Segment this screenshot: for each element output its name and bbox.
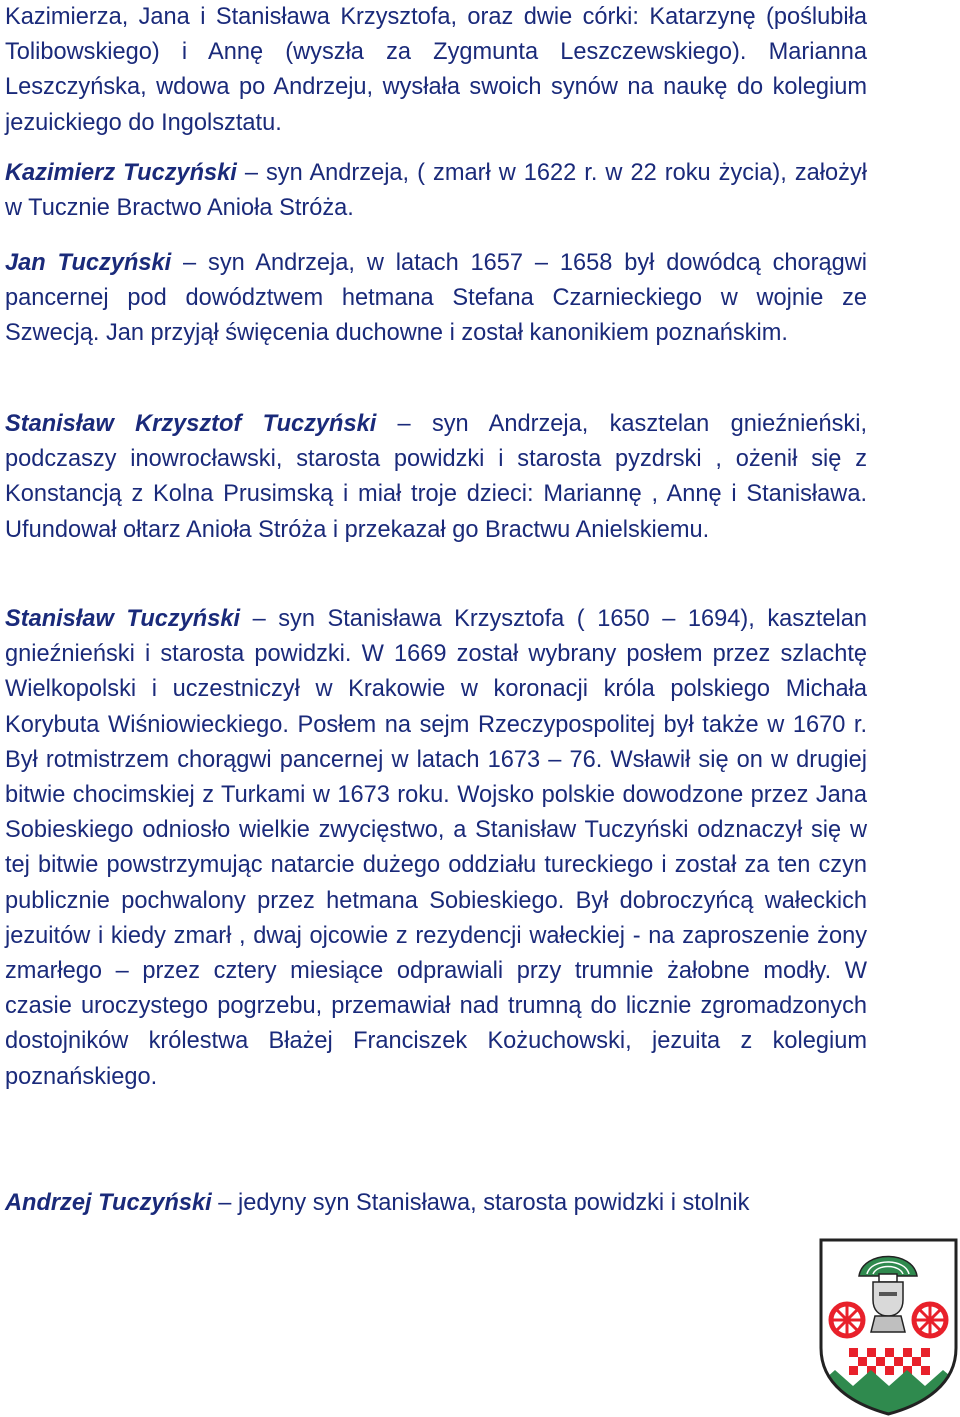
left-wheel [831, 1304, 863, 1336]
person-name: Andrzej Tuczyński [5, 1190, 212, 1216]
paragraph-kazimierz [5, 156, 867, 226]
person-name: Stanisław Krzysztof Tuczyński [5, 411, 377, 437]
paragraph-text: – syn Andrzeja, w latach 1657 – 1658 był dowódcą chorągwi pancernej pod dowództwem hetmana Stefana Czarnieckiego w wojnie ze Szwecją. Jan przyjął święcenia duchowne i został kanonikiem poznańskim. [5, 250, 868, 347]
person-name: Stanisław Tuczyński [5, 606, 241, 632]
paragraph-text: – syn Andrzeja, kasztelan gnieźnieński, podczaszy inowrocławski, starosta powidzki i starosta pyzdrski , ożenił się z Konstancją z Kolna Prusimską i miał troje dzieci: Mariannę , Annę i Stanisława. Ufundował ołtarz Anioła Stróża i przekazał go Bractwu Anielskiemu. [5, 411, 867, 543]
person-name: Jan Tuczyński [5, 250, 172, 276]
paragraph-jan [5, 246, 867, 352]
paragraph-text: – syn Stanisława Krzysztofa ( 1650 – 1694), kasztelan gnieźnieński i starosta powidzki. W 1669 został wybrany posłem przez szlachtę Wielkopolski i uczestniczył w Krakowie w koronacji króla polskiego Michała Korybuta Wiśniowieckiego. Posłem na sejm Rzeczypospolitej był także w 1670 r. Był rotmistrzem chorągwi pancernej w latach 1673 – 76. Wsławił się on w drugiej bitwie chocimskiej z Turkami w 1673 roku. Wojsko polskie dowodzone przez Jana Sobieskiego odniosło wielkie zwycięstwo, a Stanisław Tuczyński odznaczył się w tej bitwie powstrzymując natarcie dużego oddziału tureckiego i został za ten czyn publicznie pochwalony przez hetmana Sobieskiego. Był dobroczyńcą wałeckich jezuitów i kiedy zmarł , dwaj ojcowie z rezydencji wałeckiej - na zaproszenie żony zmarłego – przez cztery miesiące odprawiali przy trumnie żałobne modły. W czasie uroczystego pogrzebu, przemawiał nad trumną do licznie zgromadzonych dostojników królestwa Błażej Franciszek Kożuchowski, jezuita z kolegium poznańskiego. [5, 606, 867, 1090]
paragraph-text: Kazimierza, Jana i Stanisława Krzysztofa, oraz dwie córki: Katarzynę (poślubiła Tolibowskiego) i Annę (wyszła za Zygmunta Leszczewskiego). Marianna Leszczyńska, wdowa po Andrzeju, wysłała swoich synów na naukę do kolegium jezuickiego do Ingolsztatu. [5, 4, 867, 136]
right-wheel [914, 1304, 946, 1336]
person-name: Kazimierz Tuczyński [5, 160, 237, 186]
paragraph-family [5, 0, 867, 141]
paragraph-text: – jedyny syn Stanisława, starosta powidzki i stolnik [211, 1190, 750, 1216]
paragraph-andrzej [5, 1186, 867, 1221]
paragraph-text: – syn Andrzeja, ( zmarł w 1622 r. w 22 roku życia), założył w Tucznie Bractwo Anioła Stróża. [5, 160, 867, 222]
paragraph-stanislaw-krzysztof [5, 407, 867, 548]
paragraph-stanislaw [5, 602, 867, 1095]
helmet [871, 1282, 905, 1332]
coat-of-arms-icon [817, 1236, 960, 1417]
